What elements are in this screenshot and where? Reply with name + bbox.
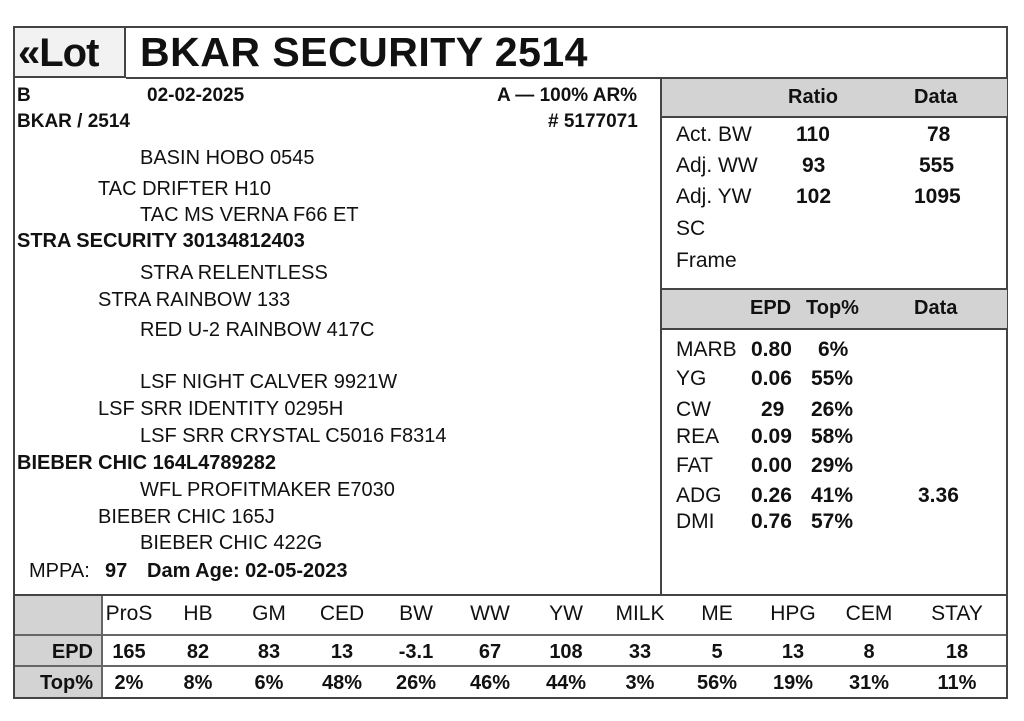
top-value: 56% [696,672,738,694]
top-value: 6% [254,672,284,694]
pedigree-dd: BIEBER CHIC 165J [98,506,275,528]
perf-ratio: 110 [796,123,830,146]
epd-col-header: YW [549,602,583,625]
carcass-label: ADG [676,484,722,507]
pedigree-dds: WFL PROFITMAKER E7030 [140,479,395,501]
pedigree-ddd: BIEBER CHIC 422G [140,532,323,554]
carcass-epd: 0.76 [751,510,792,533]
epd-value: 33 [628,641,652,663]
epd-value: 67 [478,641,502,663]
perf-label: Adj. WW [676,154,758,177]
epd-col-header: ME [701,602,733,625]
carcass-top: 55% [811,367,854,390]
epd-col-header: BW [399,602,433,625]
epd-row-label: EPD [51,641,93,663]
top-value: 11% [937,672,977,694]
top-value: 44% [545,672,587,694]
epd-value: 165 [112,641,146,663]
top-value: 3% [625,672,655,694]
carcass-top: 26% [811,398,854,421]
breed-percent: A — 100% AR% [497,85,638,106]
carcass-label: DMI [676,510,715,533]
top-value: 48% [321,672,363,694]
epd-header: EPD [750,297,792,319]
epd-col-header: MILK [615,602,665,625]
carcass-label: FAT [676,454,713,477]
carcass-label: MARB [676,338,737,361]
animal-name: BKAR SECURITY 2514 [140,29,588,75]
carcass-top: 6% [818,338,849,361]
pedigree-dsd: LSF SRR CRYSTAL C5016 F8314 [140,425,447,447]
pedigree-sss: BASIN HOBO 0545 [140,147,315,169]
pedigree-sire: STRA SECURITY 30134812403 [17,230,305,252]
top-value: 31% [848,672,890,694]
top-row-label: Top% [40,672,93,694]
carcass-data-header: Data [914,297,958,319]
carcass-label: REA [676,425,720,448]
pedigree-sd: STRA RAINBOW 133 [98,289,291,311]
epd-value: 83 [257,641,281,663]
perf-label: Act. BW [676,123,752,146]
registration-number: # 5177071 [548,111,638,132]
carcass-epd: 0.80 [751,338,792,361]
epd-value: 8 [863,641,875,663]
carcass-epd: 0.06 [751,367,792,390]
top-header: Top% [806,297,859,319]
top-value: 8% [183,672,213,694]
epd-col-header: ProS [105,602,153,625]
carcass-label: CW [676,398,711,421]
epd-value: 5 [711,641,723,663]
epd-value: 13 [330,641,354,663]
epd-col-header: WW [470,602,510,625]
herd-id: BKAR / 2514 [17,111,130,132]
epd-col-header: HPG [770,602,816,625]
perf-label: SC [676,217,706,240]
perf-label: Frame [676,249,737,272]
top-value: 2% [114,672,144,694]
pedigree-ds: LSF SRR IDENTITY 0295H [98,398,344,420]
table-rule [15,665,1006,667]
epd-value: 108 [549,641,583,663]
top-value: 19% [772,672,814,694]
perf-ratio: 102 [796,185,832,208]
ratio-header: Ratio [788,86,838,108]
mppa-label: MPPA: [29,560,90,582]
perf-data: 1095 [914,185,961,208]
epd-col-header: GM [252,602,286,625]
carcass-epd: 0.00 [751,454,792,477]
pedigree-sds: STRA RELENTLESS [140,262,328,284]
epd-value: 13 [781,641,805,663]
dam-age: Dam Age: 02-05-2023 [147,560,348,582]
pedigree-sdd: RED U-2 RAINBOW 417C [140,319,375,341]
pedigree-ssd: TAC MS VERNA F66 ET [140,204,359,226]
carcass-epd: 29 [761,398,785,421]
top-value: 26% [395,672,437,694]
lot-back-link[interactable]: «Lot [18,31,99,75]
epd-col-header: CED [319,602,365,625]
carcass-data: 3.36 [918,484,959,507]
epd-col-header: STAY [931,602,983,625]
epd-col-header: CEM [845,602,893,625]
epd-value: -3.1 [398,641,434,663]
perf-label: Adj. YW [676,185,752,208]
pedigree-dss: LSF NIGHT CALVER 9921W [140,371,398,393]
mppa-value: 97 [105,560,128,582]
carcass-epd: 0.09 [751,425,792,448]
top-value: 46% [469,672,511,694]
epd-col-header: HB [183,602,213,625]
carcass-top: 29% [811,454,854,477]
perf-ratio: 93 [802,154,826,177]
pedigree-ss: TAC DRIFTER H10 [98,178,271,200]
carcass-epd: 0.26 [751,484,792,507]
title-divider [126,77,660,79]
carcass-top: 58% [811,425,854,448]
epd-value: 82 [186,641,210,663]
perf-data: 78 [927,123,951,146]
carcass-top: 41% [811,484,854,507]
data-header: Data [914,86,958,108]
pedigree-dam: BIEBER CHIC 164L4789282 [17,452,277,474]
birth-date: 02-02-2025 [147,85,245,106]
carcass-label: YG [676,367,707,390]
sex-code: B [17,85,31,106]
table-rule [15,634,1006,636]
epd-value: 18 [945,641,969,663]
perf-data: 555 [919,154,955,177]
carcass-top: 57% [811,510,854,533]
